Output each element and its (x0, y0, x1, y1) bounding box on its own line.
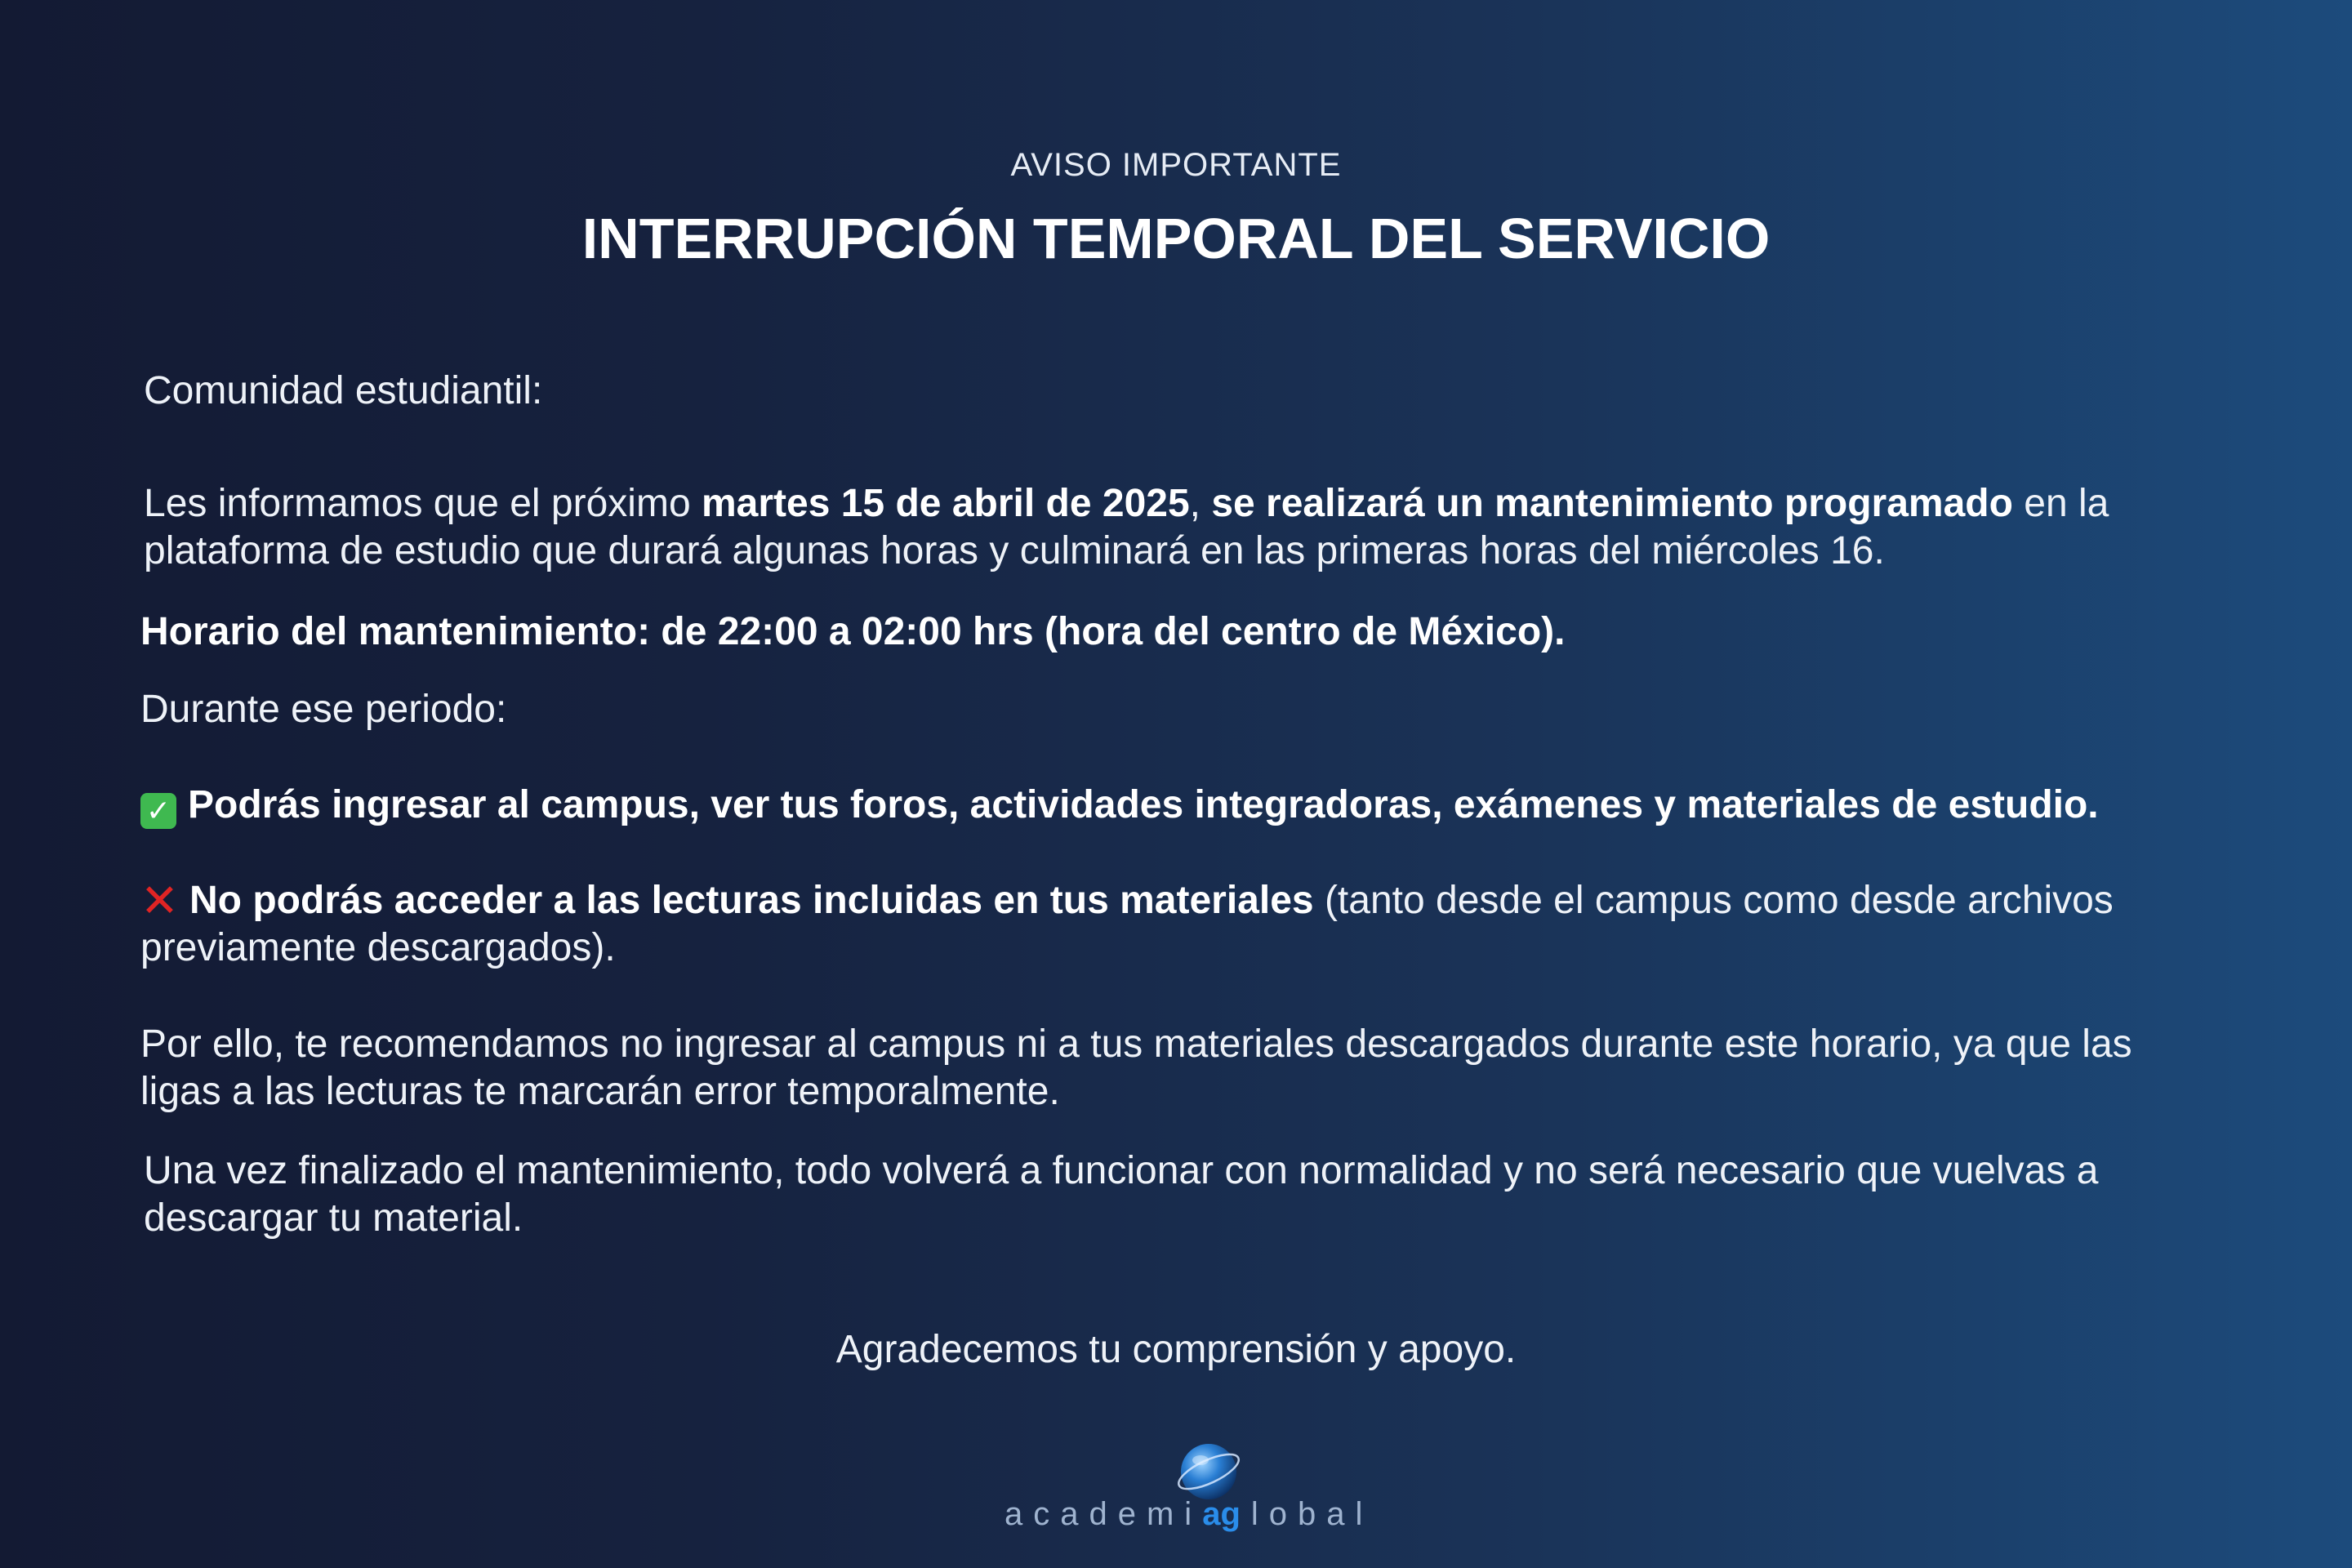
brand-prefix: academi (1004, 1496, 1203, 1532)
notice-kicker: AVISO IMPORTANTE (1010, 147, 1342, 183)
greeting: Comunidad estudiantil: (144, 369, 543, 412)
restricted-item (140, 877, 2215, 972)
info-action: se realizará un mantenimiento programado (1211, 482, 2013, 525)
info-paragraph (144, 480, 2218, 575)
info-part1: Les informamos que el próximo (144, 482, 702, 525)
allowed-item (140, 782, 2215, 829)
schedule-text: Horario del mantenimiento: de 22:00 a 02:00 hrs (hora del centro de México). (140, 610, 1566, 653)
info-date: martes 15 de abril de 2025 (701, 482, 1190, 525)
notice-title: INTERRUPCIÓN TEMPORAL DEL SERVICIO (581, 207, 1771, 270)
recommendation-text: Por ello, te recomendamos no ingresar al campus ni a tus materiales descargados durante este horario, ya que las ligas a las lecturas te marcarán error temporalmente. (140, 1022, 2132, 1113)
brand-suffix: lobal (1250, 1496, 1374, 1532)
cross-icon: ✕ (140, 875, 179, 926)
during-label: Durante ese periodo: (140, 688, 507, 731)
restricted-bold: No podrás acceder a las lecturas incluidas en tus materiales (189, 879, 1314, 922)
info-comma: , (1189, 482, 1212, 525)
brand-mark: ag (1202, 1496, 1241, 1532)
after-text: Una vez finalizado el mantenimiento, todo volverá a funcionar con normalidad y no será necesario que vuelvas a descargar tu material. (144, 1149, 2099, 1240)
check-icon: ✓ (140, 793, 176, 829)
brand-logo (1004, 1437, 1374, 1552)
thanks-text: Agradecemos tu comprensión y apoyo. (835, 1328, 1517, 1371)
allowed-text: Podrás ingresar al campus, ver tus foros, actividades integradoras, exámenes y materiales de estudio. (188, 783, 2099, 826)
restricted-rest: (tanto desde el campus como desde archivos previamente descargados). (140, 879, 2114, 969)
brand-wordmark (1004, 1496, 1374, 1533)
info-part2: en la plataforma de estudio que durará algunas horas y culminará en las primeras horas del miércoles 16. (144, 482, 2109, 572)
